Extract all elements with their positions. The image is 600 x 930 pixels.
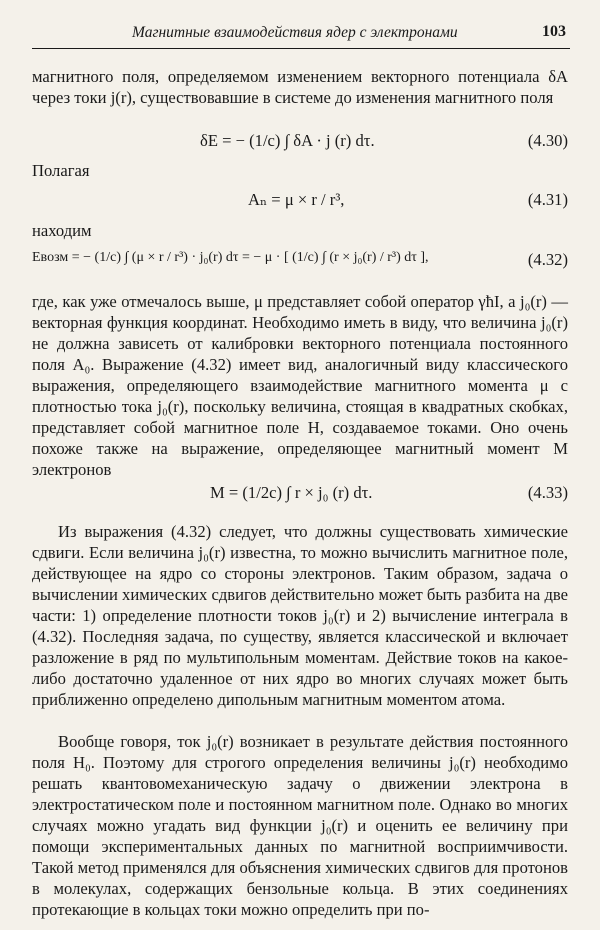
equation-4-30 xyxy=(32,131,568,155)
paragraph-1: магнитного поля, определяемом изменением векторного потенциала δA через токи j(r), существовавшие в системе до изменения магнитного поля xyxy=(32,67,568,107)
equation-formula: M = (1/2c) ∫ r × j₀ (r) dτ. xyxy=(210,483,373,502)
page-number: 103 xyxy=(542,23,566,40)
paragraph-3: Из выражения (4.32) следует, что должны существовать химические сдвиги. Если величина j₀(r) известна, то можно вычислить магнитное поле, действующее на ядро со стороны электронов. Таким образом, задача о вычислении химических сдвигов действительно может быть разбита на две части: 1) определение плотности токов j₀(r) и 2) вычисление интеграла в (4.32). Последняя задача, по существу, является классической и включает разложение в ряд по мультипольным моментам. Действие токов на какое-либо достаточно удаленное от них ядро во многих случаях может быть приближенно определено дипольным магнитным моментом атома. xyxy=(32,522,568,709)
paragraph-4: Вообще говоря, ток j₀(r) возникает в результате действия постоянного поля H₀. Поэтому для строгого определения величины j₀(r) необходимо решать квантовомеханическую задачу о движении электрона в электростатическом поле и постоянном магнитном поле. Однако во многих случаях можно угадать вид функции j₀(r) и оценить ее величину при помощи экспериментальных данных по магнитной восприимчивости. Такой метод применялся для объяснения химических сдвигов для протонов в молекулах, содержащих бензольные кольца. В этих соединениях протекающие в кольцах токи можно определить при по- xyxy=(32,732,568,919)
equation-4-32 xyxy=(32,250,568,274)
label-nakhodim: находим xyxy=(32,221,92,240)
running-header xyxy=(32,22,570,49)
paragraph-2: где, как уже отмечалось выше, μ представляет собой оператор γħI, a j₀(r) — векторная функция координат. Необходимо иметь в виду, что величина j₀(r) не должна зависеть от калибровки векторного потенциала постоянного поля A₀. Выражение (4.32) имеет вид, аналогичный виду классического выражения, определяющего взаимодействие магнитного момента μ с плотностью тока j₀(r), поскольку величина, стоящая в квадратных скобках, представляет собой магнитное поле H, создаваемое токами. Оно очень похоже также на выражение, определяющее магнитный момент M электронов xyxy=(32,292,568,479)
equation-number: (4.30) xyxy=(527,131,568,150)
equation-number: (4.31) xyxy=(527,190,568,209)
running-title: Магнитные взаимодействия ядер с электронами xyxy=(132,24,458,41)
equation-number: (4.32) xyxy=(527,250,568,269)
equation-number: (4.33) xyxy=(527,483,568,502)
equation-formula: Eвозм = − (1/c) ∫ (μ × r / r³) · j₀(r) dτ = − μ · [ (1/c) ∫ (r × j₀(r) / r³) dτ ], xyxy=(32,250,429,265)
equation-4-33 xyxy=(32,483,568,507)
equation-4-31 xyxy=(32,190,568,214)
equation-formula: δE = − (1/c) ∫ δA · j (r) dτ. xyxy=(200,131,375,150)
equation-formula: Aₙ = μ × r / r³, xyxy=(248,190,345,209)
label-polagaya: Полагая xyxy=(32,161,90,180)
